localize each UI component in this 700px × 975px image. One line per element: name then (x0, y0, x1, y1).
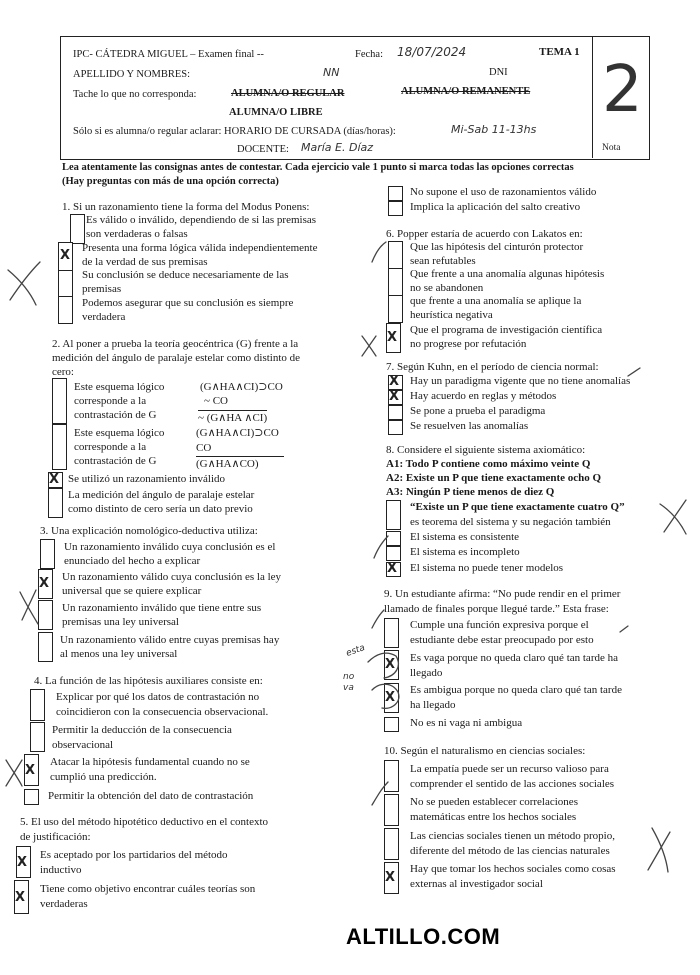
option-remanente: ALUMNA/O REMANENTE (401, 86, 531, 97)
q6-option2-line2: no se abandonen (410, 282, 484, 294)
q2-formula2-premise1: (G∧HA∧CI)⊃CO (196, 427, 279, 439)
q5-option2-line2: verdaderas (40, 898, 88, 910)
q9-option1-line2: estudiante debe estar preocupado por esto (410, 634, 594, 646)
q6-option4-mark: X (387, 330, 398, 345)
q4-option3-line2: cumplió una predicción. (50, 771, 157, 783)
q8-axiom3: A3: Ningún P tiene menos de diez Q (386, 486, 555, 498)
q6-option4-line2: no progrese por refutación (410, 338, 527, 350)
q2-formula2-conclusion: (G∧HA∧CO) (196, 456, 284, 471)
q3-option1-line2: enunciado del hecho a explicar (64, 555, 201, 567)
option-regular: ALUMNA/O REGULAR (231, 88, 345, 99)
q6-grader-x (362, 336, 376, 356)
q1-option4-line1: Podemos asegurar que su conclusión es siempre (82, 297, 294, 309)
q6-prompt: 6. Popper estaría de acuerdo con Lakatos en: (386, 228, 583, 240)
dni-label: DNI (489, 67, 508, 78)
q9-right-tick (620, 626, 628, 632)
q8-option4-mark: X (387, 561, 398, 576)
q9-option2-circle (368, 653, 398, 678)
q8-option2-text: El sistema es consistente (410, 531, 520, 543)
q10-option3-line2: diferente del método de las ciencias naturales (410, 845, 610, 857)
q9-margin-note-2: no (343, 672, 355, 682)
q5-prompt-line1: 5. El uso del método hipotético deductivo en el contexto (20, 816, 269, 828)
q9-margin-note-3: va (343, 683, 354, 693)
q8-axiom1: A1: Todo P contiene como máximo veinte Q (386, 458, 591, 470)
q2-formula1-conclusion: ~ (G∧HA ∧CI) (198, 412, 268, 424)
q2-option2-line3: contrastación de G (74, 455, 157, 467)
q9-option2-line1: Es vaga porque no queda claro qué tan tarde ha (410, 652, 618, 664)
q3-option2-mark: X (39, 576, 50, 591)
q3-grader-x (20, 590, 38, 624)
q10-option1-line2: comprender el sentido de las acciones sociales (410, 778, 615, 790)
fecha-label: Fecha: (355, 49, 383, 60)
grade-label: Nota (602, 143, 621, 153)
q5-prompt-line2: de justificación: (20, 831, 91, 843)
q5-option1-line2: inductivo (40, 864, 82, 876)
q9-option3-circle (372, 684, 399, 708)
q5-option1-mark: X (17, 855, 28, 870)
q1-option2-mark: X (60, 248, 71, 263)
q5-option1-line1: Es aceptado por los partidarios del método (40, 849, 228, 861)
q2-option3-text: Se utilizó un razonamiento inválido (68, 473, 226, 485)
q4-option2-line1: Permitir la deducción de la consecuencia (52, 724, 232, 736)
tache-label: Tache lo que no corresponda: (73, 89, 197, 100)
fecha-value: 18/07/2024 (397, 45, 467, 59)
q1-option2-line1: Presenta una forma lógica válida independientemente (82, 242, 318, 254)
q1-option1-line1: Es válido o inválido, dependiendo de si las premisas (86, 214, 317, 226)
q3-option1-line1: Un razonamiento inválido cuya conclusión es el (64, 541, 276, 553)
docente-label: DOCENTE: (237, 144, 289, 155)
q4-option4-text: Permitir la obtención del dato de contrastación (48, 790, 254, 802)
q3-option2-line2: universal que se quiere explicar (62, 585, 202, 597)
q3-option4-line2: al menos una ley universal (60, 648, 178, 660)
q4-option1-line1: Explicar por qué los datos de contrastación no (56, 691, 260, 703)
q3-option4-line1: Un razonamiento válido entre cuyas premisas hay (60, 634, 280, 646)
q9-grader-tick (372, 610, 384, 628)
q1-option1-line2: son verdaderas o falsas (86, 228, 188, 240)
q9-option3-line1: Es ambigua porque no queda claro qué tan tarde (410, 684, 622, 696)
q6-option3-line1: que frente a una anomalía se aplique la (410, 295, 582, 307)
q2-option2-line1: Este esquema lógico (74, 427, 165, 439)
q2-formula1-premise1: (G∧HA∧CI)⊃CO (200, 381, 283, 393)
q6-option1-line2: sean refutables (410, 255, 476, 267)
q5-option4-text: Implica la aplicación del salto creativo (410, 201, 581, 213)
q9-margin-note-1: esta (344, 643, 367, 659)
q2-formula1-premise2: ~ CO (204, 395, 228, 407)
q5-option2-line1: Tiene como objetivo encontrar cuáles teorías son (40, 883, 256, 895)
instructions-line1: Lea atentamente las consignas antes de contestar. Cada ejercicio vale 1 punto si marca todas las opciones correctas (62, 162, 574, 173)
q4-option2-line2: observacional (52, 739, 114, 751)
q10-option1-line1: La empatía puede ser un recurso valioso para (410, 763, 609, 775)
q9-option4-text: No es ni vaga ni ambigua (410, 717, 523, 729)
q4-option3-mark: X (25, 763, 36, 778)
q7-option2-mark: X (389, 389, 400, 404)
q2-formula2-premise2: CO (196, 442, 212, 454)
q1-option3-line2: premisas (82, 283, 122, 295)
q2-option1-line3: contrastación de G (74, 409, 157, 421)
q7-prompt: 7. Según Kuhn, en el período de ciencia normal: (386, 361, 599, 373)
q8-option1-line2: es teorema del sistema y su negación también (410, 516, 611, 528)
q2-option4-line2: como distinto de cero sería un dato previo (68, 503, 253, 515)
q4-grader-x (6, 760, 22, 786)
q7-option1-mark: X (389, 374, 400, 389)
q9-option2-mark: X (385, 657, 396, 672)
q5-option2-mark: X (15, 890, 26, 905)
q8-option1-line1: “Existe un P que tiene exactamente cuatro Q” (410, 501, 625, 513)
q10-option4-line1: Hay que tomar los hechos sociales como cosas (410, 863, 616, 875)
q10-option2-line2: matemáticas entre los hechos sociales (410, 811, 577, 823)
q6-grader-tick (372, 242, 386, 262)
q7-grader-tick (628, 368, 640, 376)
option-libre: ALUMNA/O LIBRE (229, 107, 323, 118)
q6-option1-line1: Que las hipótesis del cinturón protector (410, 241, 584, 253)
apellido-label: APELLIDO Y NOMBRES: (73, 69, 191, 80)
q9-prompt-line2: llamado de finales porque llegué tarde.” Esta frase: (384, 603, 609, 615)
q4-option3-line1: Atacar la hipótesis fundamental cuando no se (50, 756, 250, 768)
q2-option1-line2: corresponde a la (74, 395, 147, 407)
tema-label: TEMA 1 (539, 46, 580, 58)
q9-prompt-line1: 9. Un estudiante afirma: “No pude rendir en el primer (384, 588, 621, 600)
q3-option3-line1: Un razonamiento inválido que tiene entre sus (62, 602, 262, 614)
q10-option2-line1: No se pueden establecer correlaciones (410, 796, 578, 808)
altillo-logo[interactable]: ALTILLO.COM (346, 924, 501, 949)
q6-option3-line2: heurística negativa (410, 309, 493, 321)
q7-option4-text: Se resuelven las anomalías (410, 420, 529, 432)
q1-prompt: 1. Si un razonamiento tiene la forma del Modus Ponens: (62, 201, 310, 213)
q8-prompt: 8. Considere el siguiente sistema axiomático: (386, 444, 586, 456)
q2-option3-mark: X (49, 472, 60, 487)
q9-option3-mark: X (385, 690, 396, 705)
q2-prompt-line2: medición del ángulo de paralaje estelar como distinto de (52, 352, 301, 364)
q1-grader-x (8, 262, 40, 305)
q10-prompt: 10. Según el naturalismo en ciencias sociales: (384, 745, 586, 757)
course-title: IPC- CÁTEDRA MIGUEL – Examen final -- (73, 49, 264, 60)
q10-grader-tick (372, 782, 388, 805)
q9-option2-line2: llegado (410, 667, 443, 679)
q8-axiom2: A2: Existe un P que tiene exactamente ocho Q (386, 472, 602, 484)
q1-option4-line2: verdadera (82, 311, 126, 323)
horario-label: Sólo si es alumna/o regular aclarar: HORARIO DE CURSADA (días/horas): (73, 126, 396, 137)
q10-option3-line1: Las ciencias sociales tienen un método propio, (410, 830, 615, 842)
q6-option4-line1: Que el programa de investigación científica (410, 324, 603, 336)
horario-value: Mi-Sab 11-13hs (451, 123, 537, 136)
q7-option2-text: Hay acuerdo en reglas y métodos (410, 390, 557, 402)
q2-prompt-line1: 2. Al poner a prueba la teoría geocéntrica (G) frente a la (52, 338, 299, 350)
q10-grader-x (648, 828, 670, 872)
q4-prompt: 4. La función de las hipótesis auxiliares consiste en: (34, 675, 263, 687)
apellido-value: NN (323, 66, 340, 79)
q2-option1-line1: Este esquema lógico (74, 381, 165, 393)
q8-grader-tick (374, 536, 388, 558)
q8-grader-x (660, 500, 686, 534)
q9-option1-line1: Cumple una función expresiva porque el (410, 619, 589, 631)
docente-value: María E. Díaz (301, 141, 374, 154)
q5-option3-text: No supone el uso de razonamientos válido (410, 186, 597, 198)
q1-option3-line1: Su conclusión se deduce necesariamente de las (82, 269, 289, 281)
q8-option4-text: El sistema no puede tener modelos (410, 562, 564, 574)
q3-option2-line1: Un razonamiento válido cuya conclusión es la ley (62, 571, 282, 583)
q8-option3-text: El sistema es incompleto (410, 546, 520, 558)
q7-option3-text: Se pone a prueba el paradigma (410, 405, 546, 417)
q2-option2-line2: corresponde a la (74, 441, 147, 453)
instructions-line2: (Hay preguntas con más de una opción correcta) (62, 176, 279, 187)
q6-option2-line1: Que frente a una anomalía algunas hipótesis (410, 268, 605, 280)
grade-value: 2 (602, 53, 643, 127)
q3-prompt: 3. Una explicación nomológico-deductiva utiliza: (40, 525, 258, 537)
q2-prompt-line3: cero: (52, 366, 74, 378)
q1-option2-line2: de la verdad de sus premisas (82, 256, 208, 268)
q9-option3-line2: ha llegado (410, 699, 456, 711)
q7-option1-text: Hay un paradigma vigente que no tiene anomalías (410, 375, 631, 387)
q10-option4-mark: X (385, 870, 396, 885)
q4-option1-line2: coincidieron con la consecuencia observacional. (56, 706, 269, 718)
q10-option4-line2: externas al investigador social (410, 878, 543, 890)
q2-option4-line1: La medición del ángulo de paralaje estelar (68, 489, 255, 501)
q3-option3-line2: premisas una ley universal (62, 616, 179, 628)
